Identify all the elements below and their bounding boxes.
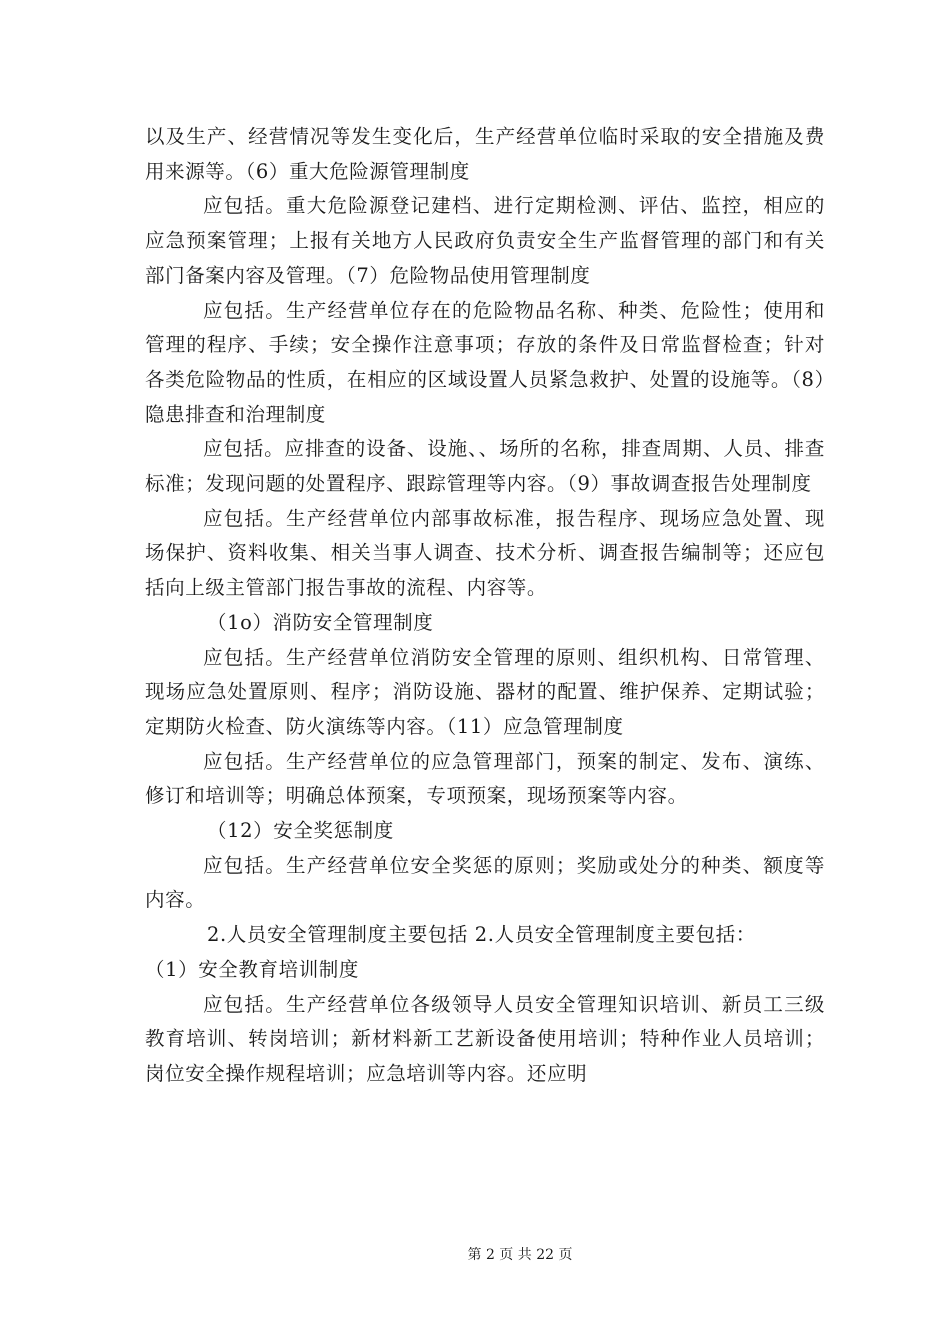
paragraph: 应包括。重大危险源登记建档、进行定期检测、评估、监控，相应的应急预案管理；上报有关地方人民政府负责安全生产监督管理的部门和有关部门备案内容及管理。（7）危险物品使用管理制度 [145, 194, 825, 287]
section-heading: 2.人员安全管理制度主要包括 2.人员安全管理制度主要包括： [207, 923, 756, 947]
paragraph: 应包括。应排查的设备、设施、、场所的名称，排查周期、人员、排查标准；发现问题的处置程序、跟踪管理等内容。（9）事故调查报告处理制度 [145, 437, 825, 496]
paragraph: 应包括。生产经营单位的应急管理部门，预案的制定、发布、演练、修订和培训等；明确总体预案，专项预案，现场预案等内容。 [145, 749, 825, 808]
paragraph: 应包括。生产经营单位各级领导人员安全管理知识培训、新员工三级教育培训、转岗培训；新材料新工艺新设备使用培训；特种作业人员培训；岗位安全操作规程培训；应急培训等内容。还应明 [145, 992, 825, 1085]
section-heading: （12）安全奖惩制度 [207, 819, 394, 843]
section-heading: （1）安全教育培训制度 [145, 957, 360, 981]
document-body [145, 120, 825, 1092]
page-number: 第 2 页 共 22 页 [467, 1247, 573, 1263]
page-footer [0, 1246, 950, 1264]
paragraph: 应包括。生产经营单位安全奖惩的原则；奖励或处分的种类、额度等内容。 [145, 853, 825, 912]
section-heading: （1o）消防安全管理制度 [207, 610, 434, 634]
paragraph: 应包括。生产经营单位消防安全管理的原则、组织机构、日常管理、现场应急处置原则、程序；消防设施、器材的配置、维护保养、定期试验；定期防火检查、防火演练等内容。（11）应急管理制度 [145, 645, 825, 738]
paragraph: 以及生产、经营情况等发生变化后，生产经营单位临时采取的安全措施及费用来源等。（6）重大危险源管理制度 [145, 125, 825, 183]
paragraph: 应包括。生产经营单位内部事故标准，报告程序、现场应急处置、现场保护、资料收集、相关当事人调查、技术分析、调查报告编制等；还应包括向上级主管部门报告事故的流程、内容等。 [145, 506, 825, 600]
paragraph: 应包括。生产经营单位存在的危险物品名称、种类、危险性；使用和管理的程序、手续；安全操作注意事项；存放的条件及日常监督检查；针对各类危险物品的性质，在相应的区域设置人员紧急救护、处置的设施等。（8）隐患排查和治理制度 [145, 298, 825, 426]
